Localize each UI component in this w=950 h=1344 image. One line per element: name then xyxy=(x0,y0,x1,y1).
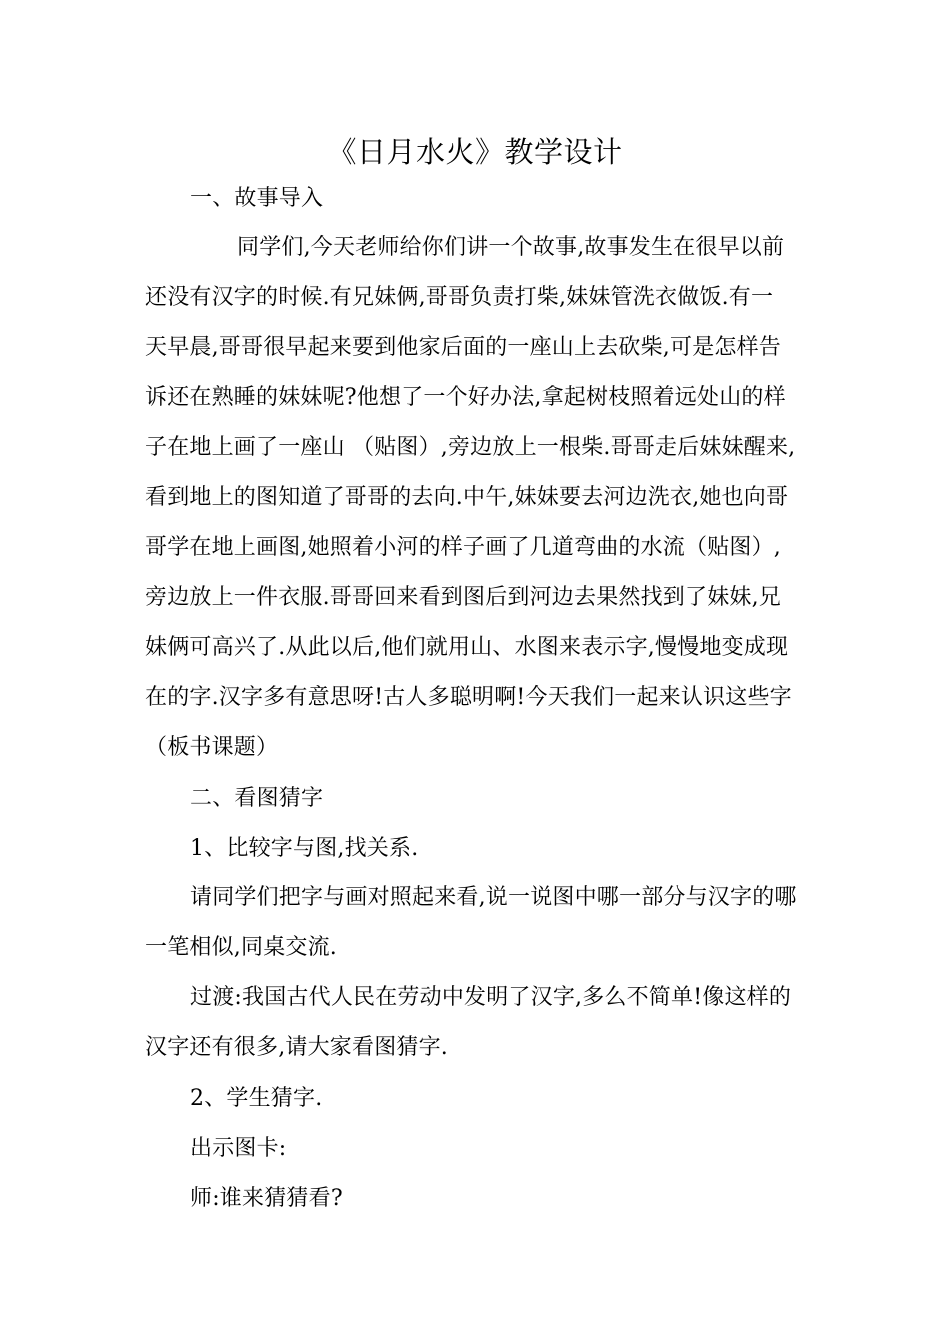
transition-line: 汉字还有很多,请大家看图猜字. xyxy=(145,1035,448,1060)
story-line: 看到地上的图知道了哥哥的去向.中午,妹妹要去河边洗衣,她也向哥 xyxy=(145,485,789,510)
story-line: 天早晨,哥哥很早起来要到他家后面的一座山上去砍柴,可是怎样告 xyxy=(145,335,781,360)
story-line: 同学们,今天老师给你们讲一个故事,故事发生在很早以前 xyxy=(237,235,785,260)
story-line: 子在地上画了一座山 （贴图）,旁边放上一根柴.哥哥走后妹妹醒来, xyxy=(145,435,796,460)
story-line: 还没有汉字的时候.有兄妹俩,哥哥负责打柴,妹妹管洗衣做饭.有一 xyxy=(145,285,774,310)
item-heading-compare: 1、比较字与图,找关系. xyxy=(190,836,419,861)
show-cards-text: 出示图卡: xyxy=(190,1136,287,1161)
story-line: 妹俩可高兴了.从此以后,他们就用山、水图来表示字,慢慢地变成现 xyxy=(145,635,789,660)
teacher-prompt-text: 师:谁来猜猜看? xyxy=(190,1186,343,1211)
compare-line: 请同学们把字与画对照起来看,说一说图中哪一部分与汉字的哪 xyxy=(190,885,797,910)
page-title: 《日月水火》教学设计 xyxy=(327,135,623,169)
compare-line: 一笔相似,同桌交流. xyxy=(145,935,337,960)
story-line: 旁边放上一件衣服.哥哥回来看到图后到河边去果然找到了妹妹,兄 xyxy=(145,585,781,610)
section-heading-guess-characters: 二、看图猜字 xyxy=(190,786,324,811)
story-line: （板书课题） xyxy=(145,735,279,760)
story-line: 哥学在地上画图,她照着小河的样子画了几道弯曲的水流（贴图）, xyxy=(145,535,781,560)
story-line: 诉还在熟睡的妹妹呢?他想了一个好办法,拿起树枝照着远处山的样 xyxy=(145,385,786,410)
transition-paragraph xyxy=(145,973,815,1073)
transition-line: 过渡:我国古代人民在劳动中发明了汉字,多么不简单!像这样的 xyxy=(190,985,792,1010)
story-paragraph xyxy=(145,223,815,773)
item-heading-guess: 2、学生猜字. xyxy=(190,1086,323,1111)
section-heading-story-intro: 一、故事导入 xyxy=(190,186,324,211)
story-line: 在的字.汉字多有意思呀!古人多聪明啊!今天我们一起来认识这些字 xyxy=(145,685,792,710)
compare-paragraph xyxy=(145,873,815,973)
